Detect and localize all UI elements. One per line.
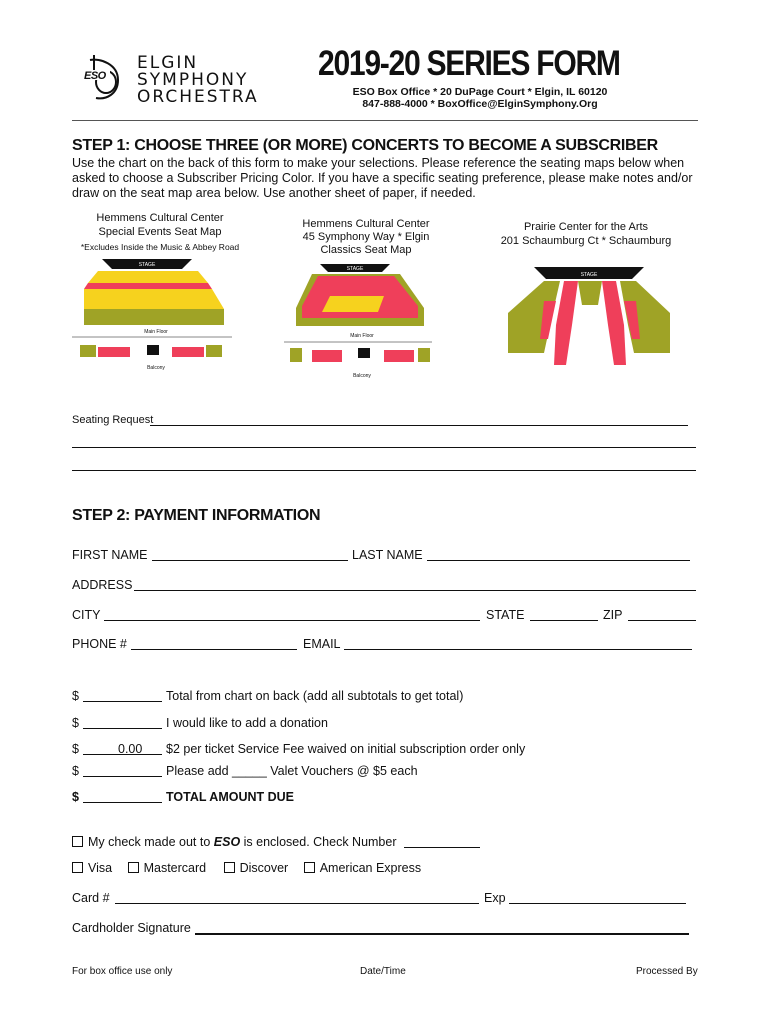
check-number-field[interactable] <box>404 847 480 848</box>
venue-1-note: *Excludes Inside the Music & Abbey Road <box>80 242 240 252</box>
state-label: STATE <box>486 608 525 622</box>
logo-line-1: ELGIN <box>137 53 199 73</box>
mastercard-option[interactable] <box>128 861 207 875</box>
donation-label: I would like to add a donation <box>166 716 328 730</box>
stage-label: STAGE <box>346 266 364 272</box>
venue-1-title <box>72 212 248 254</box>
venue-2-name: Hemmens Cultural Center <box>302 218 430 230</box>
check-row[interactable] <box>72 835 397 849</box>
address-field[interactable] <box>134 590 696 591</box>
visa-checkbox[interactable] <box>72 862 83 873</box>
office-use-label: For box office use only <box>72 966 173 977</box>
amex-checkbox[interactable] <box>304 862 315 873</box>
zip-label: ZIP <box>603 608 623 622</box>
currency-1: $ <box>72 689 79 703</box>
check-label-eso: ESO <box>213 835 241 849</box>
check-label-pre: My check made out to <box>88 835 211 849</box>
total-due-label: TOTAL AMOUNT DUE <box>166 790 295 804</box>
balcony-olive-right <box>206 345 222 357</box>
stage-label: STAGE <box>138 262 156 268</box>
balcony-box <box>147 345 159 355</box>
mastercard-label: Mastercard <box>143 861 207 875</box>
balcony-red-right <box>172 347 204 357</box>
seating-request-line-2[interactable] <box>72 447 696 448</box>
total-from-chart-label: Total from chart on back (add all subtotals to get total) <box>166 689 464 703</box>
section-center <box>578 281 602 305</box>
check-label-post: is enclosed. Check Number <box>243 835 397 849</box>
venue-3-title <box>486 221 686 248</box>
header-address: ESO Box Office * 20 DuPage Court * Elgin, IL 60120 <box>352 86 608 98</box>
step1-instructions: Use the chart on the back of this form to make your selections. Please reference the seating maps below when asked to choose a Subscriber Pricing Color. If you have a specific seating preference, please make notes and/or draw on the seat map area below. Use another sheet of paper, if needed. <box>72 156 693 200</box>
date-time-label: Date/Time <box>360 966 406 977</box>
total-from-chart-field[interactable] <box>83 701 162 702</box>
valet-label: Please add _____ Valet Vouchers @ $5 each <box>166 764 418 778</box>
total-due-field[interactable] <box>83 802 162 803</box>
check-checkbox[interactable] <box>72 836 83 847</box>
last-name-label: LAST NAME <box>352 548 423 562</box>
seat-map-classics[interactable] <box>282 260 462 390</box>
balcony-box <box>358 348 370 358</box>
signature-label: Cardholder Signature <box>72 921 191 935</box>
amex-label: American Express <box>319 861 422 875</box>
section-yellow-front <box>88 271 208 283</box>
venue-2-subtitle: Classics Seat Map <box>320 244 412 256</box>
currency-3: $ <box>72 742 79 756</box>
email-field[interactable] <box>344 649 692 650</box>
section-yellow-back <box>84 289 224 309</box>
venue-1-subtitle: Special Events Seat Map <box>98 226 222 238</box>
seat-map-prairie-center[interactable] <box>504 265 674 375</box>
card-type-row <box>72 861 421 875</box>
zip-field[interactable] <box>628 620 696 621</box>
logo-line-2: SYMPHONY <box>137 70 249 90</box>
balcony-label: Balcony <box>353 373 371 379</box>
venue-3-name: Prairie Center for the Arts <box>523 221 649 233</box>
currency-4: $ <box>72 764 79 778</box>
donation-field[interactable] <box>83 728 162 729</box>
mastercard-checkbox[interactable] <box>128 862 139 873</box>
seating-request-line-3[interactable] <box>72 470 696 471</box>
balcony-olive-left <box>80 345 96 357</box>
balcony-red-left <box>312 350 342 362</box>
venue-2-address: 45 Symphony Way * Elgin <box>302 231 430 243</box>
exp-field[interactable] <box>509 903 686 904</box>
venue-2-title <box>278 218 454 257</box>
step1-heading: STEP 1: CHOOSE THREE (OR MORE) CONCERTS TO BECOME A SUBSCRIBER <box>72 137 658 154</box>
balcony-red-left <box>98 347 130 357</box>
eso-logo <box>80 52 260 107</box>
service-fee-label: $2 per ticket Service Fee waived on initial subscription order only <box>166 742 526 756</box>
seating-request-label: Seating Request <box>72 414 154 426</box>
step2-heading: STEP 2: PAYMENT INFORMATION <box>72 507 321 524</box>
first-name-field[interactable] <box>152 560 348 561</box>
balcony-red-right <box>384 350 414 362</box>
main-floor-label: Main Floor <box>144 329 168 335</box>
visa-label: Visa <box>88 861 113 875</box>
city-label: CITY <box>72 608 101 622</box>
header-contact: 847-888-4000 * BoxOffice@ElginSymphony.Org <box>362 98 598 110</box>
currency-2: $ <box>72 716 79 730</box>
logo-line-3: ORCHESTRA <box>137 87 259 107</box>
discover-option[interactable] <box>224 861 289 875</box>
signature-field[interactable] <box>195 933 689 935</box>
section-center-left <box>554 281 578 365</box>
card-number-label: Card # <box>72 891 110 905</box>
seating-request-line-1[interactable] <box>150 425 688 426</box>
currency-5: $ <box>72 790 79 804</box>
exp-label: Exp <box>484 891 506 905</box>
first-name-label: FIRST NAME <box>72 548 148 562</box>
venue-3-address: 201 Schaumburg Ct * Schaumburg <box>500 235 672 247</box>
section-olive <box>84 309 224 325</box>
balcony-olive-left <box>290 348 302 362</box>
discover-label: Discover <box>239 861 289 875</box>
amex-option[interactable] <box>304 861 421 875</box>
email-label: EMAIL <box>303 637 341 651</box>
city-field[interactable] <box>104 620 480 621</box>
discover-checkbox[interactable] <box>224 862 235 873</box>
visa-option[interactable] <box>72 861 112 875</box>
balcony-label: Balcony <box>147 365 165 371</box>
section-red <box>84 283 212 289</box>
logo-badge: ESO <box>84 70 106 82</box>
venue-1-name: Hemmens Cultural Center <box>96 212 224 224</box>
service-fee-value: 0.00 <box>118 742 143 756</box>
balcony-olive-right <box>418 348 430 362</box>
card-number-field[interactable] <box>115 903 479 904</box>
main-floor-label: Main Floor <box>350 333 374 339</box>
section-yellow-center <box>322 296 384 312</box>
valet-field[interactable] <box>83 776 162 777</box>
page-title: 2019-20 SERIES FORM <box>318 44 620 83</box>
last-name-field[interactable] <box>427 560 690 561</box>
address-label: ADDRESS <box>72 578 133 592</box>
seat-map-special-events[interactable] <box>70 255 250 385</box>
stage-label: STAGE <box>580 272 598 278</box>
processed-by-label: Processed By <box>636 966 698 977</box>
state-field[interactable] <box>530 620 598 621</box>
header-divider <box>72 120 698 121</box>
phone-field[interactable] <box>131 649 297 650</box>
phone-label: PHONE # <box>72 637 127 651</box>
